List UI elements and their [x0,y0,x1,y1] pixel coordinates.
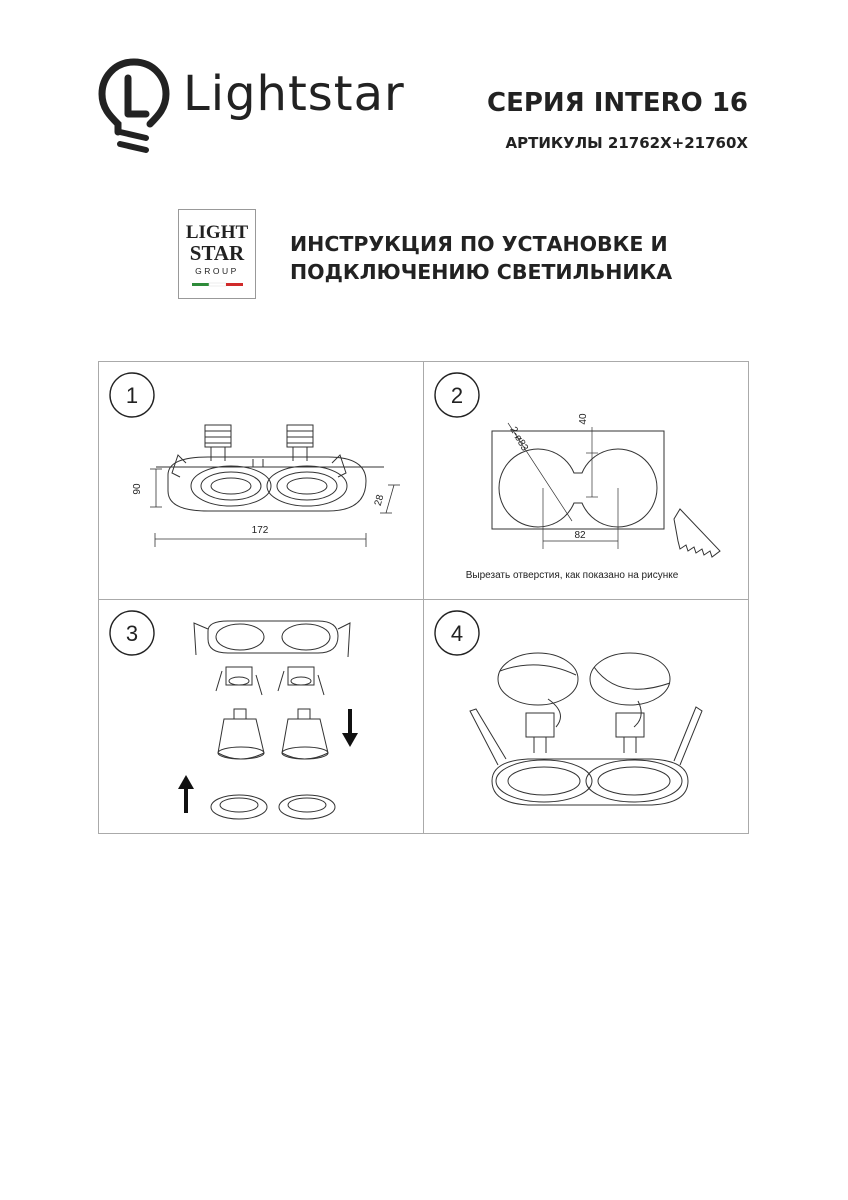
flag-green-stripe [192,283,209,286]
step-1-luminaire-drawing [156,425,384,511]
step-2-caption: Вырезать отверстия, как показано на рисунке [465,570,679,581]
step-3-assembly-drawing [194,621,350,819]
svg-text:1: 1 [125,383,139,408]
step-1-dimensions [150,469,400,547]
flag-white-stripe [209,283,226,286]
heading-line-2: ПОДКЛЮЧЕНИЮ СВЕТИЛЬНИКА [290,260,673,284]
lightstar-group-logo [178,209,256,299]
step-4-badge [435,611,479,655]
heading-line-1: ИНСТРУКЦИЯ ПО УСТАНОВКЕ И [290,232,668,256]
dim-offset: 40 [578,413,589,425]
article-numbers: АРТИКУЛЫ 21762X+21760X [505,134,748,152]
group-logo-line2: STAR [189,241,245,265]
dim-width: 172 [251,525,269,536]
instruction-heading [290,230,672,286]
group-logo-line3: GROUP [195,266,239,276]
step-3-badge [110,611,154,655]
step-4-installation-drawing [470,653,702,805]
step-3-arrows [178,709,358,813]
svg-text:2: 2 [450,383,464,408]
dim-diameter: 2-ø83 [507,425,530,454]
group-logo-line1: LIGHT [185,222,249,243]
brand-name: Lightstar [183,66,405,122]
step-1-badge [110,373,154,417]
installation-steps-grid [98,361,749,834]
dim-depth: 28 [372,493,387,508]
flag-red-stripe [226,283,243,286]
svg-text:4: 4 [450,621,464,646]
dim-spacing: 82 [574,530,586,541]
dim-height: 90 [132,483,143,495]
svg-text:3: 3 [125,621,139,646]
series-title: СЕРИЯ INTERO 16 [486,88,748,118]
step-2-badge [435,373,479,417]
lightstar-logo-icon [98,58,170,156]
